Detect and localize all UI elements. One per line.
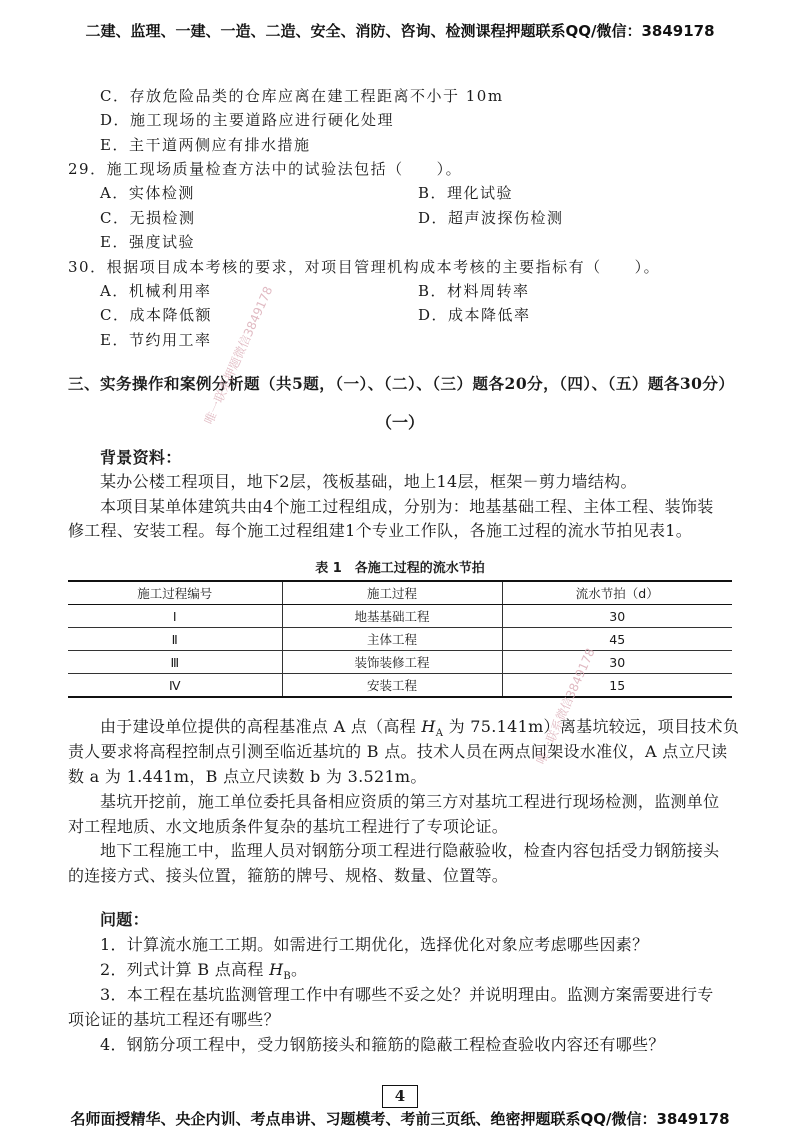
- page-header-banner: 二建、监理、一建、一造、二造、安全、消防、咨询、检测课程押题联系QQ/微信：3849178: [85, 22, 715, 40]
- q28-option-c: C．存放危险品类的仓库应离在建工程距离不小于 10m: [100, 87, 504, 105]
- table-row: [68, 605, 732, 628]
- elevation-symbol: H: [269, 960, 284, 979]
- table-header-row: [68, 581, 732, 605]
- table-cell: Ⅰ: [68, 605, 282, 628]
- elevation-subscript: B: [283, 971, 292, 983]
- question-4: 4．钢筋分项工程中，受力钢筋接头和箍筋的隐蔽工程检查验收内容还有哪些？: [100, 1035, 665, 1054]
- table-cell: 安装工程: [282, 674, 502, 698]
- question-2-text-b: 。: [291, 960, 308, 979]
- q29-option-c: C．无损检测: [100, 209, 196, 227]
- page-footer-banner: 名师面授精华、央企内训、考点串讲、习题模考、考前三页纸、绝密押题联系QQ/微信：3849178: [70, 1110, 730, 1128]
- background-paragraph-2-line-2: 修工程、安装工程。每个施工过程组建1个专业工作队，各施工过程的流水节拍见表1。: [68, 521, 693, 540]
- paragraph-4-line-1: 基坑开挖前，施工单位委托具备相应资质的第三方对基坑工程进行现场检测，监测单位: [100, 792, 720, 811]
- table-cell: 主体工程: [282, 628, 502, 651]
- q30-stem: 30．根据项目成本考核的要求，对项目管理机构成本考核的主要指标有（ ）。: [68, 258, 661, 276]
- table-cell: 地基基础工程: [282, 605, 502, 628]
- table-header-cell: 施工过程编号: [68, 581, 282, 605]
- table-cell: Ⅲ: [68, 651, 282, 674]
- table-header-cell: 施工过程: [282, 581, 502, 605]
- table-cell: Ⅱ: [68, 628, 282, 651]
- q29-option-d: D．超声波探伤检测: [418, 209, 564, 227]
- q29-option-e: E．强度试验: [100, 233, 195, 251]
- question-3-line-1: 3．本工程在基坑监测管理工作中有哪些不妥之处？并说明理由。监测方案需要进行专: [100, 985, 714, 1004]
- table-title: 表 1 各施工过程的流水节拍: [315, 561, 485, 576]
- q28-option-e: E．主干道两侧应有排水措施: [100, 136, 311, 154]
- watermark: 唯一联系押题微信3849178: [201, 284, 276, 427]
- paragraph-5-line-2: 的连接方式、接头位置，箍筋的牌号、规格、数量、位置等。: [68, 866, 509, 885]
- elevation-subscript: A: [435, 728, 444, 740]
- paragraph-3-text-b: 为 75.141m）离基坑较远，项目技术负: [443, 717, 740, 736]
- questions-label: 问题：: [100, 910, 149, 929]
- elevation-symbol: H: [421, 717, 436, 736]
- table-cell: 30: [502, 605, 732, 628]
- section-title: 三、实务操作和案例分析题（共5题，（一）、（二）、（三）题各20分，（四）、（五）题各30分）: [68, 374, 735, 393]
- q30-option-a: A．机械利用率: [100, 282, 212, 300]
- table-header-cell: 流水节拍（d）: [502, 581, 732, 605]
- question-2-text-a: 2．列式计算 B 点高程: [100, 960, 270, 979]
- question-3-line-2: 项论证的基坑工程还有哪些？: [68, 1010, 280, 1029]
- background-paragraph-1: 某办公楼工程项目，地下2层，筏板基础，地上14层，框架－剪力墙结构。: [100, 472, 637, 491]
- paragraph-5-line-1: 地下工程施工中，监理人员对钢筋分项工程进行隐蔽验收，检查内容包括受力钢筋接头: [100, 841, 720, 860]
- q30-option-b: B．材料周转率: [418, 282, 530, 300]
- case-number: （一）: [375, 413, 424, 432]
- q29-stem: 29．施工现场质量检查方法中的试验法包括（ ）。: [68, 160, 463, 178]
- background-paragraph-2-line-1: 本项目某单体建筑共由4个施工过程组成，分别为：地基基础工程、主体工程、装饰装: [100, 497, 714, 516]
- table-row: [68, 628, 732, 651]
- paragraph-3-line-3: 数 a 为 1.441m，B 点立尺读数 b 为 3.521m。: [68, 767, 427, 786]
- background-label: 背景资料：: [100, 448, 182, 467]
- q30-option-d: D．成本降低率: [418, 306, 531, 324]
- q30-option-e: E．节约用工率: [100, 331, 212, 349]
- table-cell: 装饰装修工程: [282, 651, 502, 674]
- q28-option-d: D．施工现场的主要道路应进行硬化处理: [100, 111, 395, 129]
- q29-option-a: A．实体检测: [100, 184, 195, 202]
- paragraph-3-text-a: 由于建设单位提供的高程基准点 A 点（高程: [100, 717, 422, 736]
- q29-option-b: B．理化试验: [418, 184, 514, 202]
- flow-beat-table: [68, 580, 732, 698]
- table-row: [68, 674, 732, 698]
- table-row: [68, 651, 732, 674]
- table-cell: Ⅳ: [68, 674, 282, 698]
- paragraph-3-line-2: 责人要求将高程控制点引测至临近基坑的 B 点。技术人员在两点间架设水准仪，A 点立尺读: [68, 742, 728, 761]
- table-cell: 15: [502, 674, 732, 698]
- table-cell: 30: [502, 651, 732, 674]
- watermark: 唯一联系微信3849178: [533, 646, 598, 767]
- table-cell: 45: [502, 628, 732, 651]
- page-number: 4: [382, 1085, 418, 1108]
- paragraph-4-line-2: 对工程地质、水文地质条件复杂的基坑工程进行了专项论证。: [68, 817, 509, 836]
- q30-option-c: C．成本降低额: [100, 306, 212, 324]
- question-1: 1．计算流水施工工期。如需进行工期优化，选择优化对象应考虑哪些因素？: [100, 935, 649, 954]
